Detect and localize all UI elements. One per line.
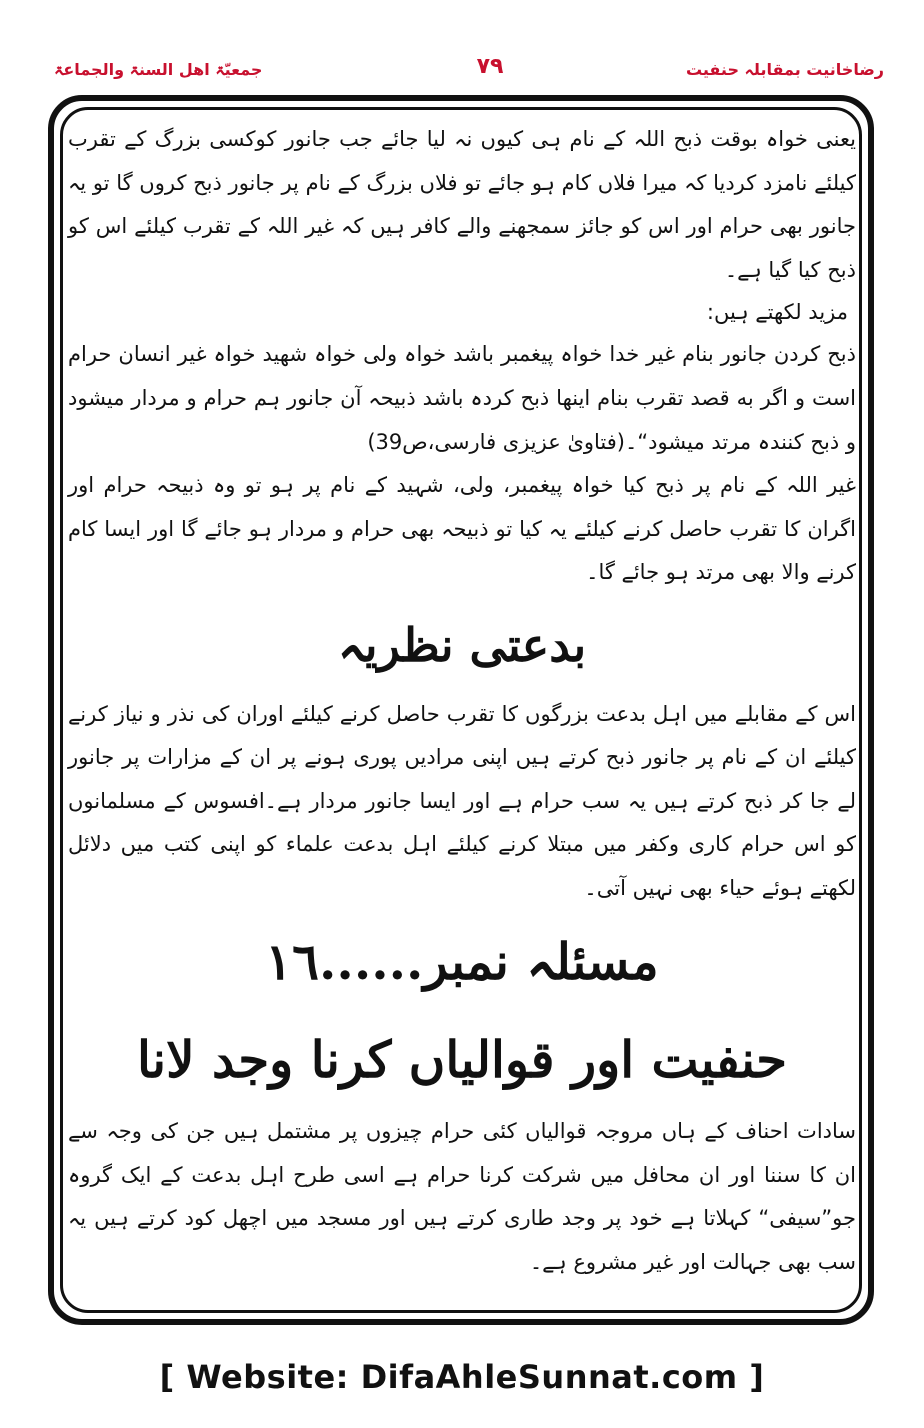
website-footer: [ Website: DifaAhleSunnat.com ] [159, 1358, 765, 1396]
book-title: رضاخانیت بمقابلہ حنفیت [685, 60, 884, 79]
paragraph-4: سادات احناف کے ہاں مروجہ قوالیاں کئی حرام چیزوں پر مشتمل ہیں جن کی وجہ سے ان کا سننا اور ان محافل میں شرکت کرنا حرام ہے اسی طرح اہل بدعت کے ایک گروہ جو”سیفی“ کہلاتا ہے خود پر وجد طاری کرتے ہیں اور مسجد میں اچھل کود کرتے ہیں یہ سب بھی جہالت اور غیر مشروع ہے۔ [68, 1119, 856, 1274]
page-header [40, 52, 884, 88]
issue-number-title: مسئلہ نمبر......١٦ [265, 932, 659, 991]
section-title-bidati-nazariya: بدعتی نظریہ [337, 617, 587, 672]
subheading-further-writes: مزید لکھتے ہیں: [706, 300, 848, 324]
section-title-qawwali: حنفیت اور قوالیاں کرنا وجد لانا [136, 1030, 788, 1089]
publisher-name: جمعیّۃ اهل السنۃ والجماعۃ [54, 60, 263, 79]
page-number: ۷۹ [476, 54, 504, 79]
paragraph-3: اس کے مقابلے میں اہل بدعت بزرگوں کا تقرب حاصل کرنے کیلئے اوران کی نذر و نیاز کرنے کیلئے ان کے نام پر جانور ذبح کرتے ہیں اپنی مرادیں پوری ہونے پر ان کے مزارات پر جانور لے جا کر ذبح کرتے ہیں یہ سب حرام ہے اور ایسا جانور مردار ہے۔افسوس کے مسلمانوں کو اس حرام کاری وکفر میں مبتلا کرنے کیلئے اہل بدعت علماء کو اپنی کتب میں دلائل لکھتے ہوئے حیاء بھی نہیں آتی۔ [68, 701, 856, 900]
paragraph-1: یعنی خواہ بوقت ذبح اللہ کے نام ہی کیوں نہ لیا جائے جب جانور کوکسی بزرگ کے تقرب کیلئے نامزد کردیا کہ میرا فلاں کام ہو جائے تو فلاں بزرگ کے نام پر جانور ذبح کروں گا تو یہ جانور بھی حرام اور اس کو جائز سمجھنے والے کافر ہیں کہ غیر اللہ کے تقرب کیلئے اس کو ذبح کیا گیا ہے۔ [68, 127, 856, 282]
paragraph-2: غیر اللہ کے نام پر ذبح کیا خواہ پیغمبر، ولی، شہید کے نام پر ہو تو وہ ذبیحہ حرام اور اگران کا تقرب حاصل کرنے کیلئے یہ کیا تو ذبیحہ بھی حرام و مردار ہو جائے گا اور ایسا کام کرنے والا بھی مرتد ہو جائے گا۔ [68, 473, 856, 584]
page-content [68, 118, 856, 1308]
persian-quote: ذبح کردن جانور بنام غیر خدا خواہ پیغمبر باشد خواہ ولی خواہ شهید خواہ غیر انسان حرام است و اگر به قصد تقرب بنام اینها ذبح کردہ باشد ذبیحہ آن جانور ہم حرام و مردار میشود و ذبح کنندہ مرتد میشود“۔(فتاویٰ عزیزی فارسی،ص39) [68, 342, 856, 454]
